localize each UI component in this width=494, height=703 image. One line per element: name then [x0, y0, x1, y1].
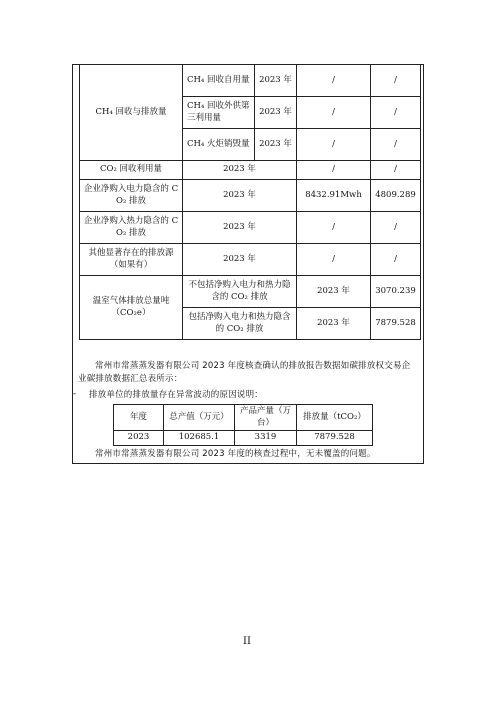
value-cell: /: [297, 65, 371, 97]
value-cell: 8432.91Mwh: [297, 180, 371, 212]
value-cell: /: [297, 97, 371, 129]
year-cell: 2023 年: [183, 212, 297, 244]
table-header-row: [114, 405, 373, 431]
ghg-item-cell: 包括净购入电力和热力隐含的 CO₂ 排放: [183, 308, 297, 340]
cell-output: 102685.1: [164, 431, 235, 446]
table-row: [114, 431, 373, 446]
ghg-label-line-2: （CO₂e）: [111, 307, 151, 318]
ch4-item-cell: CH₄ 回收外供第三利用量: [183, 97, 255, 129]
emissions-table: [79, 64, 421, 340]
year-cell: 2023 年: [297, 308, 371, 340]
summary-paragraph: 常州市常蒸蒸发器有限公司 2023 年度核查确认的排放报告数据如碳排放权交易企业碳排放数据汇总表所示：: [78, 361, 411, 384]
table-row: [80, 65, 421, 97]
table-row: [80, 212, 421, 244]
co2-recovery-cell: CO₂ 回收利用量: [80, 161, 183, 180]
year-cell: 2023 年: [255, 129, 297, 161]
value-cell: /: [371, 212, 421, 244]
value-cell: 4809.289: [371, 180, 421, 212]
ch4-item-cell: CH₄ 火炬销毁量: [183, 129, 255, 161]
ch4-item-cell: CH₄ 回收自用量: [183, 65, 255, 97]
value-cell: /: [297, 244, 371, 276]
ghg-item-cell: 不包括净购入电力和热力隐含的 CO₂ 排放: [183, 276, 297, 308]
value-cell: /: [297, 161, 371, 180]
cell-emissions: 7879.528: [297, 431, 373, 446]
value-cell: /: [371, 65, 421, 97]
ghg-label-line-1: 温室气体排放总量吨: [92, 296, 170, 307]
other-source-cell: 其他显著存在的排放源（如果有）: [80, 244, 183, 276]
cell-year: 2023: [114, 431, 164, 446]
page-number: II: [243, 636, 251, 647]
fluctuation-heading: 排放单位的排放量存在异常波动的原因说明：: [89, 390, 264, 400]
value-cell: /: [371, 161, 421, 180]
header-year: 年度: [114, 405, 164, 431]
table-row: [80, 244, 421, 276]
value-cell: 3070.239: [371, 276, 421, 308]
conclusion-paragraph: 常州市常蒸蒸发器有限公司 2023 年度的核查过程中，无未覆盖的问题。: [95, 449, 376, 459]
year-cell: 2023 年: [183, 244, 297, 276]
header-emissions: 排放量（tCO₂）: [297, 405, 373, 431]
year-cell: 2023 年: [297, 276, 371, 308]
year-cell: 2023 年: [255, 97, 297, 129]
table-row: [80, 180, 421, 212]
value-cell: /: [297, 129, 371, 161]
header-output: 总产值（万元）: [164, 405, 235, 431]
value-cell: /: [371, 244, 421, 276]
value-cell: 7879.528: [371, 308, 421, 340]
cell-production: 3319: [235, 431, 297, 446]
year-cell: 2023 年: [183, 161, 297, 180]
electricity-cell: 企业净购入电力隐含的 CO₂ 排放: [80, 180, 183, 212]
heat-cell: 企业净购入热力隐含的 CO₂ 排放: [80, 212, 183, 244]
ch4-label-cell: CH₄ 回收与排放量: [80, 65, 183, 161]
year-cell: 2023 年: [183, 180, 297, 212]
table-row: [80, 276, 421, 308]
value-cell: /: [297, 212, 371, 244]
header-production: 产品产量（万台）: [235, 405, 297, 431]
output-table: [113, 404, 373, 446]
value-cell: /: [371, 129, 421, 161]
ghg-total-label-cell: [80, 276, 183, 340]
bullet-mark: -: [73, 389, 77, 399]
table-row: [80, 161, 421, 180]
year-cell: 2023 年: [255, 65, 297, 97]
value-cell: /: [371, 97, 421, 129]
